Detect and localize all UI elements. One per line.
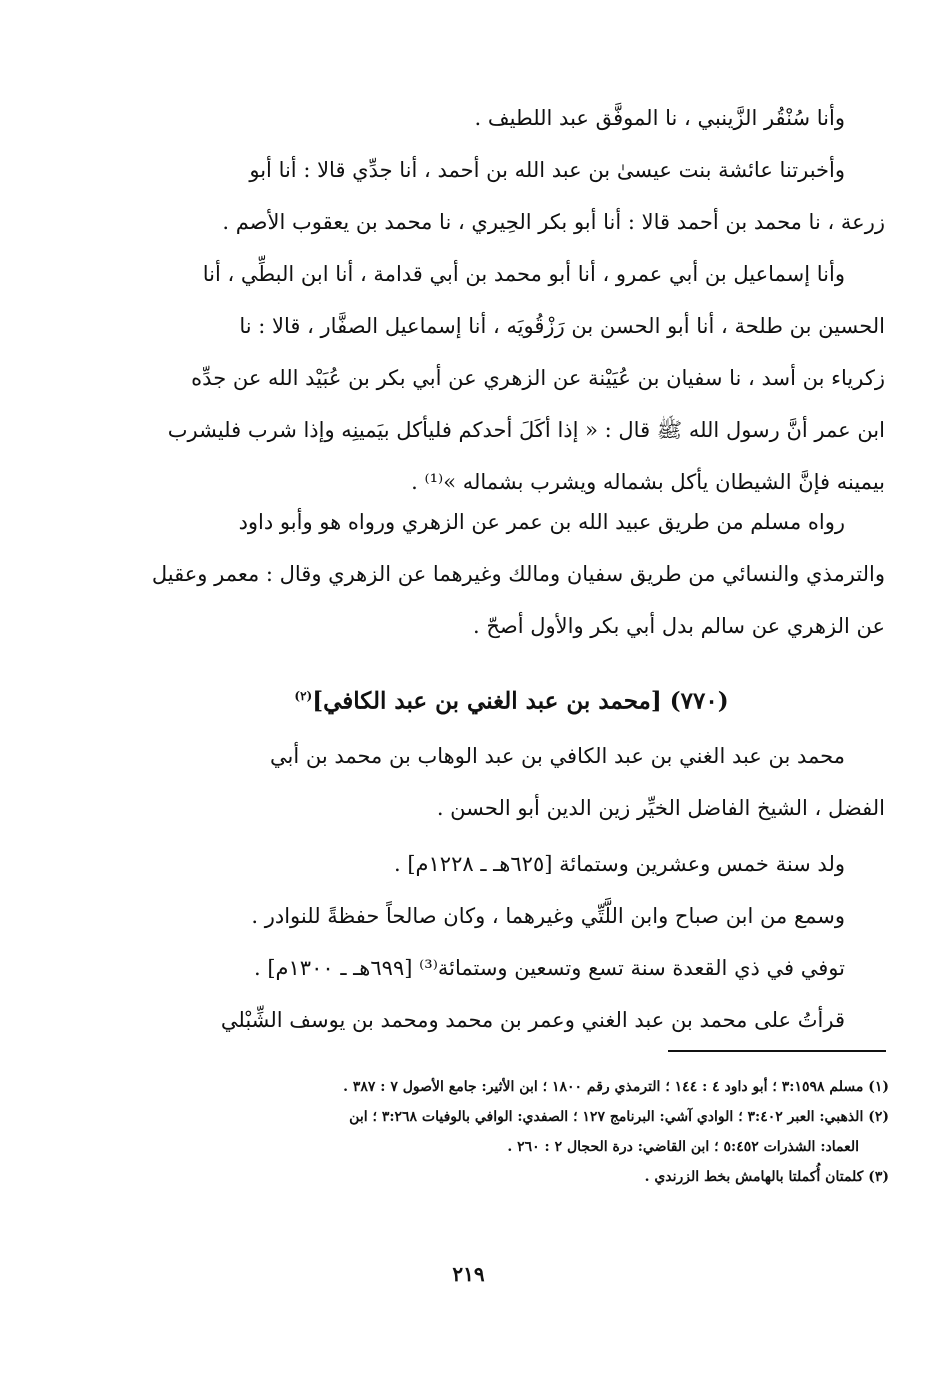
entry-heading-footnote-mark: (٢) xyxy=(294,689,313,703)
footnote-line: (٣) كلمتان أُكملتا بالهامش بخط الزرندي . xyxy=(644,1169,889,1185)
text-line: زكرياء بن أسد ، نا سفيان بن عُيَيْنة عن الزهري عن أبي بكر بن عُبَيْد الله عن جدِّه xyxy=(191,366,885,390)
footnote-line: العماد: الشذرات ٥:٤٥٢ ؛ ابن القاضي: درة الحجال ٢ : ٢٦٠ . xyxy=(507,1139,859,1155)
text-line: محمد بن عبد الغني بن عبد الكافي بن عبد الوهاب بن محمد بن أبي xyxy=(269,744,845,768)
text-line: وأنا سُنْقُر الزَّينبي ، نا الموفَّق عبد اللطيف . xyxy=(474,106,845,130)
footnotes xyxy=(138,1072,889,1192)
paragraph xyxy=(138,730,885,834)
text-line: الفضل ، الشيخ الفاضل الخيِّر زين الدين أبو الحسن . xyxy=(436,796,885,820)
paragraph xyxy=(138,248,885,508)
text-line: زرعة ، نا محمد بن أحمد قالا : أنا أبو بكر الحِيري ، نا محمد بن يعقوب الأصم . xyxy=(222,210,885,234)
text-line: وسمع من ابن صباح وابن اللَّتِّي وغيرهما ، وكان صالحاً حفظةً للنوادر . xyxy=(251,904,845,928)
text-line: وأنا إسماعيل بن أبي عمرو ، أنا أبو محمد بن أبي قدامة ، أنا ابن البطِّي ، أنا xyxy=(202,262,845,286)
footnote-line: (١) مسلم ٣:١٥٩٨ ؛ أبو داود ٤ : ١٤٤ ؛ الترمذي رقم ١٨٠٠ ؛ ابن الأثير: جامع الأصول ٧ : ٣٨٧ . xyxy=(343,1079,889,1095)
entry-heading xyxy=(138,668,885,730)
text-line: الحسين بن طلحة ، أنا أبو الحسن بن رَزْقُويَه ، أنا إسماعيل الصفَّار ، قالا : نا xyxy=(239,314,885,338)
text-line: قرأتُ على محمد بن عبد الغني وعمر بن محمد ومحمد بن يوسف الشِّبْلي xyxy=(220,1008,845,1032)
footnote-line: (٢) الذهبي: العبر ٣:٤٠٢ ؛ الوادي آشي: البرنامج ١٢٧ ؛ الصفدي: الوافي بالوفيات ٣:٢٦٨ ؛ ابن xyxy=(349,1109,889,1125)
paragraph xyxy=(138,92,885,144)
footnote-separator xyxy=(668,1050,886,1052)
text-line: عن الزهري عن سالم بدل أبي بكر والأول أصحّ . xyxy=(473,614,885,638)
paragraph xyxy=(138,496,885,652)
paragraph xyxy=(138,144,885,248)
paragraph xyxy=(138,838,885,1046)
text-line: وأخبرتنا عائشة بنت عيسىٰ بن عبد الله بن أحمد ، أنا جدِّي قالا : أنا أبو xyxy=(249,158,845,182)
text-line: رواه مسلم من طريق عبيد الله بن عمر عن الزهري ورواه هو وأبو داود xyxy=(238,510,845,534)
page-number: ٢١٩ xyxy=(452,1262,485,1286)
text-line: ابن عمر أنَّ رسول الله ﷺ قال : « إذا أكَلَ أحدكم فليأكل بيَمينِه وإذا شرب فليشرب xyxy=(167,418,885,442)
entry-heading-text: (٧٧٠) [محمد بن عبد الغني بن عبد الكافي] xyxy=(312,687,729,715)
text-line: والترمذي والنسائي من طريق سفيان ومالك وغيرهما عن الزهري وقال : معمر وعقيل xyxy=(151,562,885,586)
text-line: توفي في ذي القعدة سنة تسع وتسعين وستمائة⁽³⁾ [٦٩٩هـ ـ ١٣٠٠م] . xyxy=(253,956,845,980)
text-line: ولد سنة خمس وعشرين وستمائة [٦٢٥هـ ـ ١٢٢٨م] . xyxy=(393,852,845,876)
text-line: بيمينه فإنَّ الشيطان يأكل بشماله ويشرب بشماله »⁽¹⁾ . xyxy=(411,470,885,494)
